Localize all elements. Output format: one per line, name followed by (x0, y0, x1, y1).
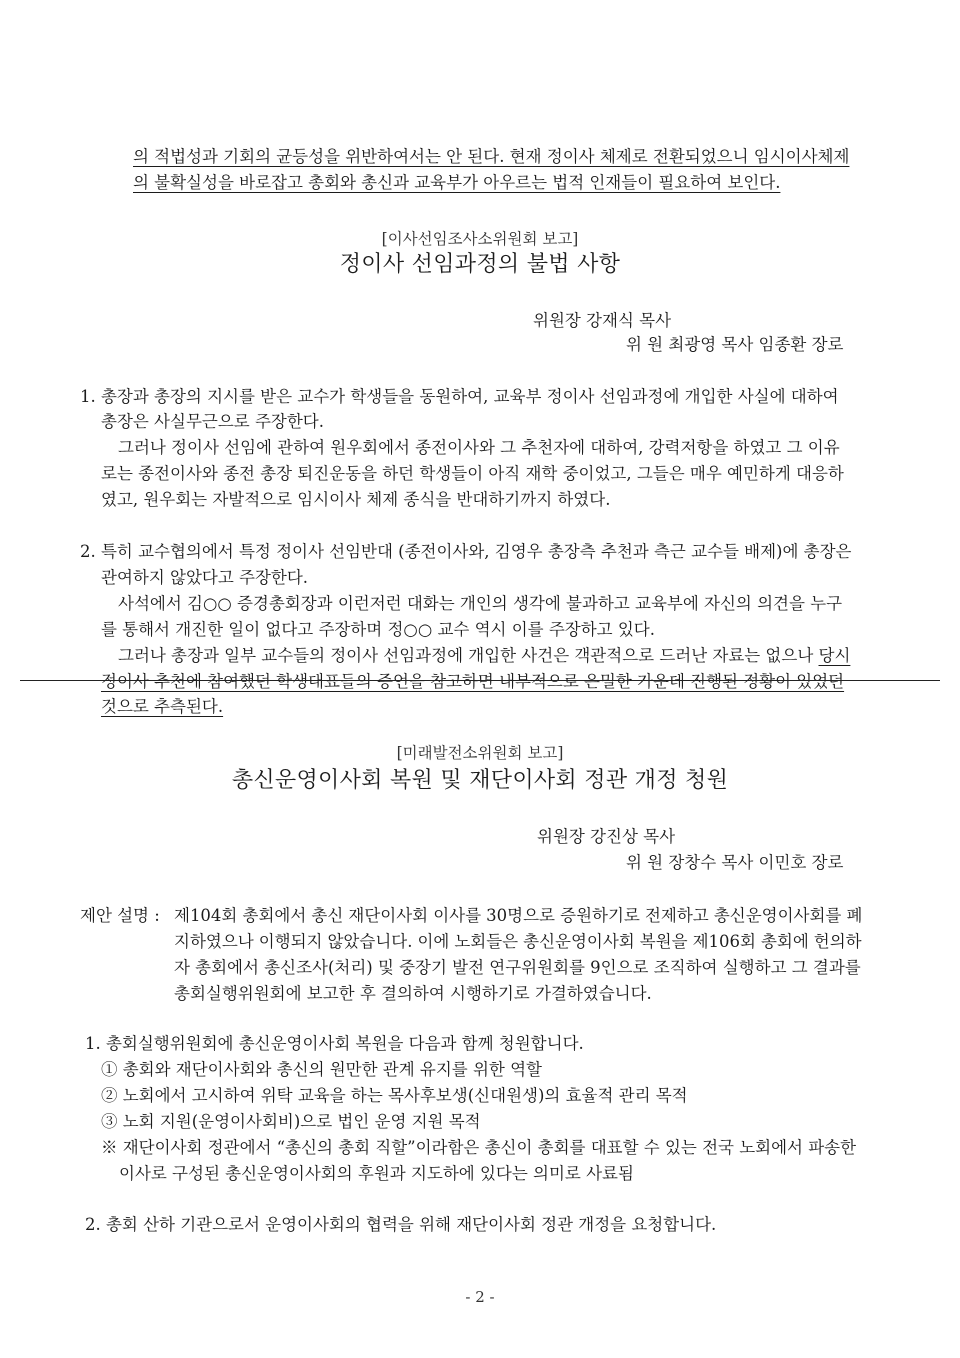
s1-item2-line5 (118, 645, 850, 667)
section1-members: 위 원 최광영 목사 임종환 장로 (626, 335, 844, 354)
s1-item2-line1: 2. 특히 교수협의에서 특정 정이사 선임반대 (종전이사와, 김영우 총장측 추천과 측근 교수들 배제)에 총장은 (80, 542, 852, 561)
s1-item2-line5-text: 그러나 총장과 일부 교수들의 정이사 선임과정에 개입한 사건은 객관적으로 드러난 자료는 없으나 (118, 646, 819, 665)
proposal-label: 제안 설명 : (80, 906, 160, 925)
section2-chair: 위원장 강진상 목사 (537, 827, 676, 846)
point1-item2: ② 노회에서 고시하여 위탁 교육을 하는 목사후보생(신대원생)의 효율적 관리 목적 (101, 1086, 688, 1105)
point1-note-line1: ※ 재단이사회 정관에서 “총신의 총회 직할”이라함은 총신이 총회를 대표할 수 있는 전국 노회에서 파송한 (101, 1138, 857, 1157)
s1-item1-line2: 총장은 사실무근으로 주장한다. (101, 412, 324, 431)
s1-item1-line3: 그러나 정이사 선임에 관하여 원우회에서 종전이사와 그 추천자에 대하여, 강력저항을 하였고 그 이유 (118, 438, 840, 457)
s1-item1-line5: 였고, 원우회는 자발적으로 임시이사 체제 종식을 반대하기까지 하였다. (101, 490, 611, 509)
proposal-line3: 자 총회에서 총신조사(처리) 및 중장기 발전 연구위원회를 9인으로 조직하여 실행하고 그 결과를 (174, 958, 861, 977)
section1-tag: [이사선임조사소위원회 보고] (381, 230, 579, 248)
section2-tag: [미래발전소위원회 보고] (396, 744, 564, 762)
section2-members: 위 원 장창수 목사 이민호 장로 (626, 853, 844, 872)
s1-item2-line6: 정이사 추천에 참여했던 학생대표들의 증언을 참고하면 내부적으로 은밀한 가운데 진행된 정황이 있었던 (101, 672, 845, 691)
point1-item3: ③ 노회 지원(운영이사회비)으로 법인 운영 지원 목적 (101, 1112, 481, 1131)
proposal-line2: 지하였으나 이행되지 않았습니다. 이에 노회들은 총신운영이사회 복원을 제106회 총회에 헌의하 (174, 932, 862, 951)
s1-item1-line4: 로는 종전이사와 종전 총장 퇴진운동을 하던 학생들이 아직 재학 중이었고, 그들은 매우 예민하게 대응하 (101, 464, 844, 483)
page-number: - 2 - (465, 1288, 495, 1306)
proposal-line4: 총회실행위원회에 보고한 후 결의하여 시행하기로 가결하였습니다. (174, 984, 652, 1003)
section1-chair: 위원장 강재식 목사 (533, 311, 672, 330)
intro-line-2: 의 불확실성을 바로잡고 총회와 총신과 교육부가 아우르는 법적 인재들이 필요하여 보인다. (133, 173, 781, 192)
s1-item2-line2: 관여하지 않았다고 주장한다. (101, 568, 309, 587)
strikethrough-rule (20, 680, 940, 681)
point2: 2. 총회 산하 기관으로서 운영이사회의 협력을 위해 재단이사회 정관 개정을 요청합니다. (85, 1215, 717, 1234)
s1-item2-line7: 것으로 추측된다. (101, 697, 224, 716)
point1-line1: 1. 총회실행위원회에 총신운영이사회 복원을 다음과 함께 청원합니다. (85, 1034, 584, 1053)
s1-item2-line4: 를 통해서 개진한 일이 없다고 주장하며 정○○ 교수 역시 이를 주장하고 있다. (101, 620, 655, 639)
section2-title: 총신운영이사회 복원 및 재단이사회 정관 개정 청원 (231, 768, 729, 793)
point1-note-line2: 이사로 구성된 총신운영이사회의 후원과 지도하에 있다는 의미로 사료됨 (119, 1164, 634, 1183)
section1-title: 정이사 선임과정의 불법 사항 (339, 252, 621, 277)
s1-item2-line5-underlined: 당시 (818, 646, 851, 665)
s1-item2-line3: 사석에서 김○○ 증경총회장과 이런저런 대화는 개인의 생각에 불과하고 교육부에 자신의 의견을 누구 (118, 594, 843, 613)
s1-item1-line1: 1. 총장과 총장의 지시를 받은 교수가 학생들을 동원하여, 교육부 정이사 선임과정에 개입한 사실에 대하여 (80, 387, 839, 406)
proposal-line1: 제104회 총회에서 총신 재단이사회 이사를 30명으로 증원하기로 전제하고 총신운영이사회를 폐 (174, 906, 863, 925)
intro-line-1: 의 적법성과 기회의 균등성을 위반하여서는 안 된다. 현재 정이사 체제로 전환되었으니 임시이사체제 (133, 147, 850, 166)
point1-item1: ① 총회와 재단이사회와 총신의 원만한 관계 유지를 위한 역할 (101, 1060, 542, 1079)
